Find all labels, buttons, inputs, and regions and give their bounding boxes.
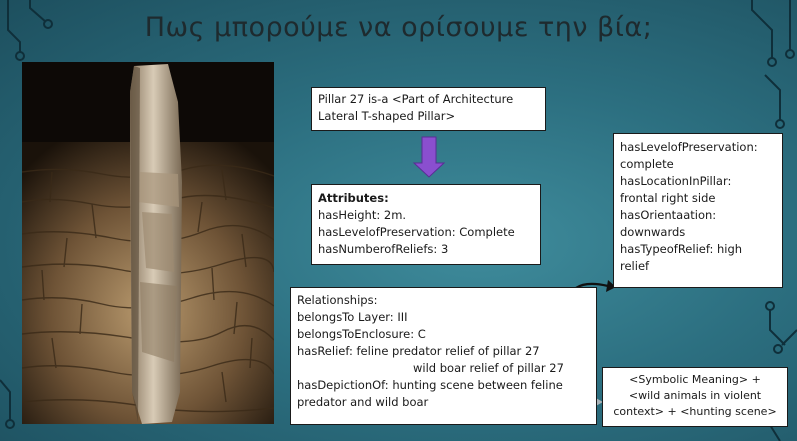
relief-line-6: downwards bbox=[620, 225, 686, 239]
relief-line-1: hasLevelofPreservation: bbox=[620, 140, 758, 154]
relief-line-2: complete bbox=[620, 157, 674, 171]
relief-properties-box bbox=[613, 133, 783, 288]
relationship-layer: belongsTo Layer: III bbox=[297, 310, 408, 324]
meaning-line-1: <Symbolic Meaning> + bbox=[629, 373, 761, 386]
symbolic-meaning-box bbox=[602, 367, 788, 427]
relief-line-8: relief bbox=[620, 259, 650, 273]
attribute-height: hasHeight: 2m. bbox=[318, 208, 407, 222]
down-arrow-icon bbox=[414, 137, 444, 177]
relief-line-5: hasOrientaation: bbox=[620, 208, 717, 222]
relationship-depiction: hasDepictionOf: hunting scene between feline bbox=[297, 378, 563, 392]
relief-line-7: hasTypeofRelief: high bbox=[620, 242, 743, 256]
relief-line-4: frontal right side bbox=[620, 191, 716, 205]
relationship-relief-2: wild boar relief of pillar 27 bbox=[413, 361, 564, 375]
attributes-box bbox=[311, 184, 541, 265]
attribute-preservation: hasLevelofPreservation: Complete bbox=[318, 225, 515, 239]
relationships-box bbox=[290, 287, 597, 425]
relationship-relief: hasRelief: feline predator relief of pillar 27 bbox=[297, 344, 540, 358]
class-line-1: Pillar 27 is-a <Part of Architecture bbox=[318, 92, 514, 106]
class-line-2: Lateral T-shaped Pillar> bbox=[318, 109, 456, 123]
attribute-reliefs: hasNumberofReliefs: 3 bbox=[318, 242, 449, 256]
relationship-depiction-2: predator and wild boar bbox=[297, 395, 429, 409]
class-definition-box bbox=[311, 87, 546, 131]
relationship-enclosure: belongsToEnclosure: C bbox=[297, 327, 426, 341]
meaning-line-2: <wild animals in violent bbox=[628, 389, 762, 402]
relief-line-3: hasLocationInPillar: bbox=[620, 174, 732, 188]
attributes-heading: Attributes: bbox=[318, 191, 389, 205]
relationships-heading: Relationships: bbox=[297, 293, 378, 307]
meaning-line-3: context> + <hunting scene> bbox=[613, 405, 777, 418]
slide-title: Πως μπορούμε να ορίσουμε την βία; bbox=[144, 12, 653, 43]
